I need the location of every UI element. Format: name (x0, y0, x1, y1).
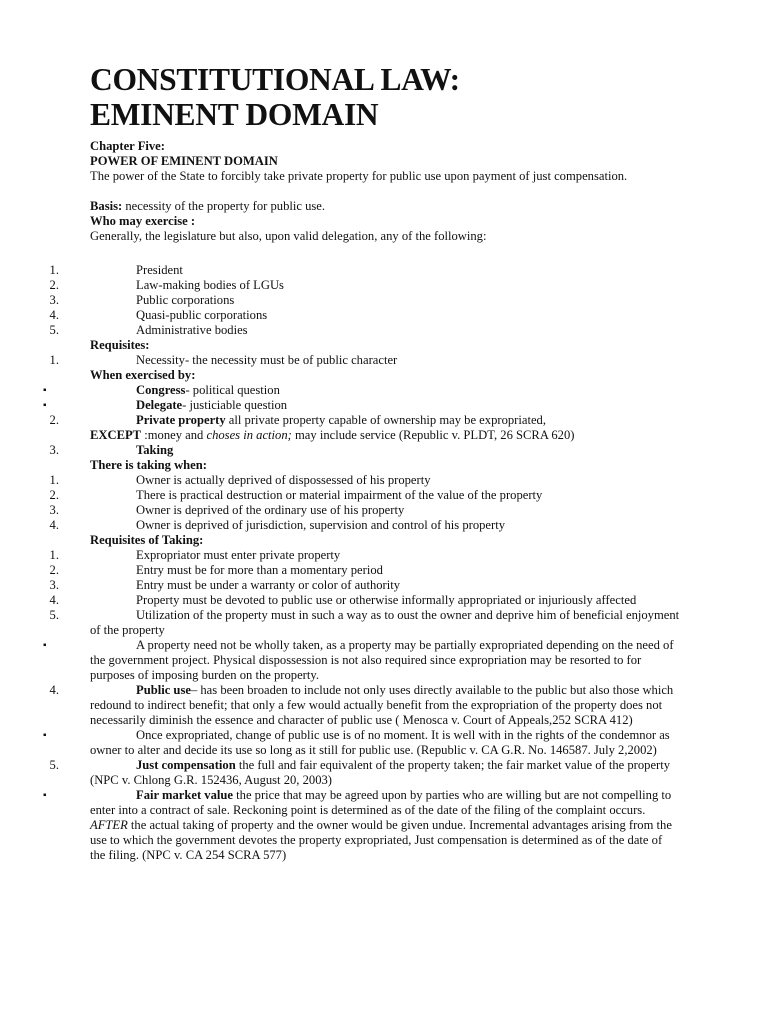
who-list (49, 263, 680, 338)
just-compensation-item: 5. Just compensation the full and fair equivalent of the property taken; the fair market value of the property (NPC v. Chlong G.R. 152436, August 20, 2003) (49, 758, 671, 787)
document-body (43, 139, 680, 863)
title-line-2: EMINENT DOMAIN (90, 97, 379, 132)
chapter-label: Chapter Five: (90, 139, 165, 153)
title-line-1: CONSTITUTIONAL LAW: (90, 62, 460, 97)
bullet-congress: ▪ Congress- political question (43, 383, 280, 397)
bullet-icon: ▪ (43, 640, 47, 651)
who-label: Who may exercise : (90, 214, 196, 228)
public-use-note: ▪ Once expropriated, change of public use is of no moment. It is well with in the rights of the condemnor as owner to alter and decide its use so long as it still for public use. (Republic v. CA G.R. No. 146587. July 2,2002) (43, 728, 670, 757)
list-item: 5. Utilization of the property must in such a way as to oust the owner and deprive him of beneficial enjoyment of the property (49, 608, 680, 637)
partial-expropriation-note: ▪ A property need not be wholly taken, as a property may be partially expropriated depending on the need of the government project. Physical dispossession is not also required since expropriation may be resorted to for purposes of imposing burden on the property. (43, 638, 674, 682)
bullet-icon: ▪ (43, 400, 47, 411)
list-item: 5. Administrative bodies (49, 323, 248, 337)
list-item: 3. Owner is deprived of the ordinary use of his property (49, 503, 405, 517)
taking-when-label: There is taking when: (90, 458, 207, 472)
requisite-taking: 3. Taking (49, 443, 174, 457)
basis-text: necessity of the property for public use. (122, 199, 326, 213)
list-item: 2. Law-making bodies of LGUs (49, 278, 284, 292)
requisites-label: Requisites: (90, 338, 150, 352)
basis-line (90, 199, 680, 214)
list-item: 1. Owner is actually deprived of dispossessed of his property (49, 473, 431, 487)
bullet-icon: ▪ (43, 385, 47, 396)
list-item: 1. President (49, 263, 183, 277)
bullet-icon: ▪ (43, 790, 47, 801)
document-title (90, 62, 460, 132)
chapter-definition: The power of the State to forcibly take private property for public use upon payment of just compensation. (90, 169, 628, 183)
list-item: 4. Quasi-public corporations (49, 308, 268, 322)
requisite-private-property: 2. Private property all private property capable of ownership may be expropriated, (49, 413, 546, 427)
basis-label: Basis: (90, 199, 123, 213)
list-item: 4. Owner is deprived of jurisdiction, supervision and control of his property (49, 518, 505, 532)
list-item: 3. Entry must be under a warranty or color of authority (49, 578, 401, 592)
except-line: EXCEPT :money and choses in action; may include service (Republic v. PLDT, 26 SCRA 620) (90, 428, 575, 442)
list-item: 3. Public corporations (49, 293, 235, 307)
list-item: 1. Expropriator must enter private property (49, 548, 341, 562)
public-use-item: 4. Public use– has been broaden to include not only uses directly available to the public but also those which redound to indirect benefit; that only a few would actually benefit from the expropriation of the property does not necessarily diminish the essence and character of public use ( Menosca v. Court of Appeals,252 SCRA 412) (49, 683, 674, 727)
list-item: 2. There is practical destruction or material impairment of the value of the property (49, 488, 543, 502)
list-item: 4. Property must be devoted to public use or otherwise informally appropriated or injuriously affected (49, 593, 637, 607)
chapter-heading: POWER OF EMINENT DOMAIN (90, 154, 278, 168)
fair-market-value-note: ▪ Fair market value the price that may be agreed upon by parties who are willing but are not compelling to enter into a contract of sale. Reckoning point is determined as of the date of the filing of the complaint occurs. AFTER the actual taking of property and the owner would be given undue. Incremental advantages arising from the use to which the government devotes the property expropriated, Just compensation is determined as of the date of the filing. (NPC v. CA 254 SCRA 577) (43, 788, 672, 862)
requisites-taking-label: Requisites of Taking: (90, 533, 204, 547)
who-intro: Generally, the legislature but also, upon valid delegation, any of the following: (90, 229, 487, 243)
bullet-delegate: ▪ Delegate- justiciable question (43, 398, 288, 412)
requisite-necessity: 1. Necessity- the necessity must be of public character (49, 353, 398, 367)
requisites-taking-list (43, 548, 680, 683)
list-item: 2. Entry must be for more than a momentary period (49, 563, 383, 577)
bullet-icon: ▪ (43, 730, 47, 741)
when-exercised-label: When exercised by: (90, 368, 196, 382)
taking-when-list (49, 473, 680, 533)
